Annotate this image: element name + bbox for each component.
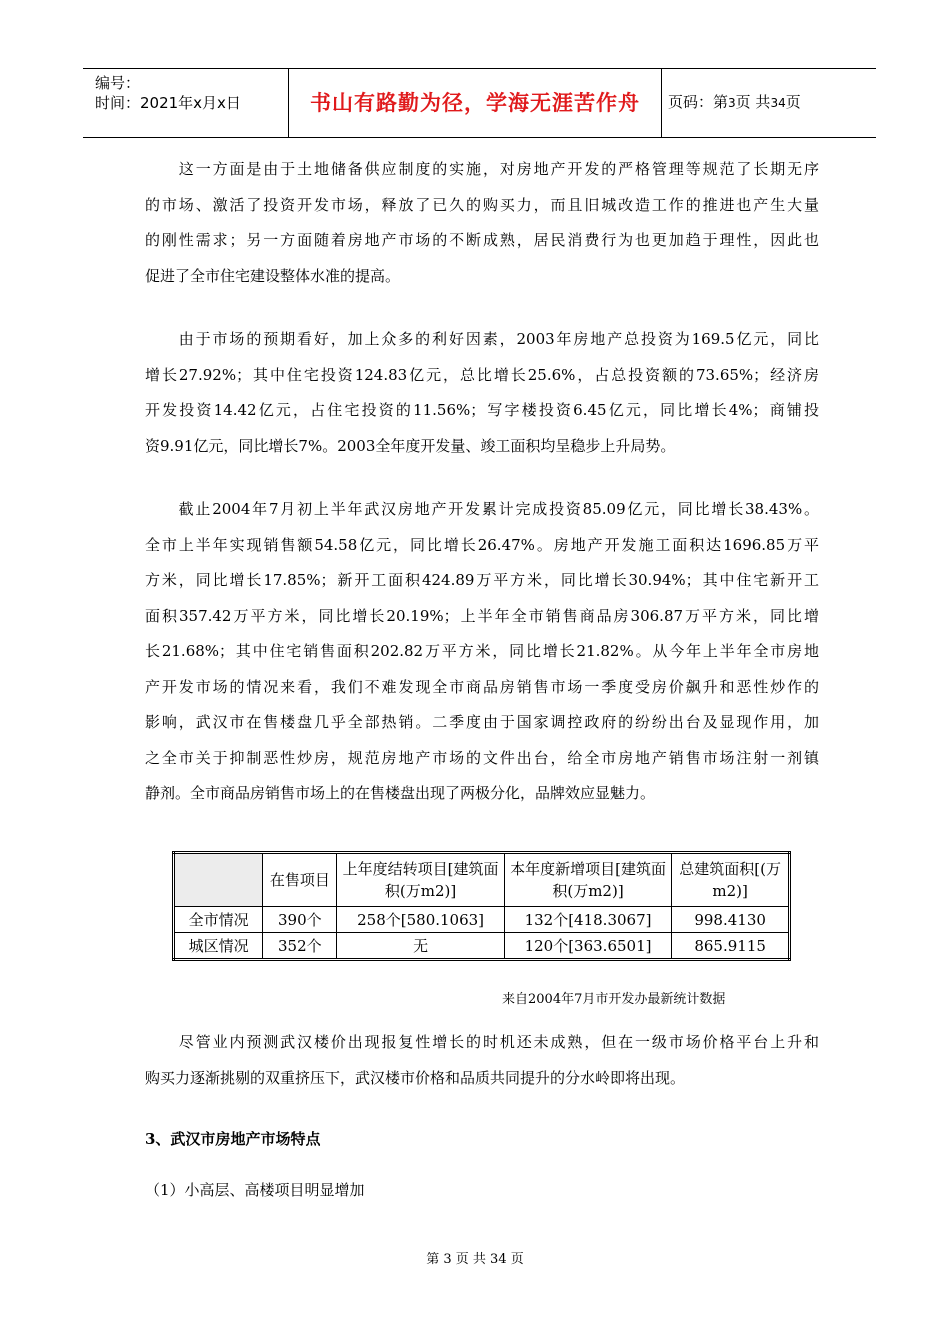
table-header-cell: 本年度新增项目[建筑面积(万m2)] bbox=[504, 853, 671, 907]
paragraph-line: 增长27.92%；其中住宅投资124.83亿元，总比增长25.6%，占总投资额的73.65%；经济房 bbox=[145, 365, 819, 384]
paragraph-line: 静剂。全市商品房销售市场上的在售楼盘出现了两极分化，品牌效应显魅力。 bbox=[145, 784, 656, 802]
table-cell: 998.4130 bbox=[672, 907, 790, 933]
table-cell: 865.9115 bbox=[672, 933, 790, 960]
page-footer: 第 3 页 共 34 页 bbox=[426, 1252, 524, 1267]
time-label: 时间：2021年x月x日 bbox=[95, 94, 241, 112]
table-row bbox=[174, 933, 790, 960]
paragraph-4 bbox=[145, 1025, 819, 1096]
table-header-row bbox=[174, 853, 790, 907]
section-heading: 3、武汉市房地产市场特点 bbox=[145, 1130, 321, 1148]
table-row bbox=[174, 907, 790, 933]
page-mid: 页 共 bbox=[735, 93, 771, 111]
page-suffix: 页 bbox=[785, 93, 801, 111]
paragraph-line: 开发投资14.42亿元，占住宅投资的11.56%；写字楼投资6.45亿元，同比增长4%；商铺投 bbox=[145, 401, 819, 419]
paragraph-line: 全市上半年实现销售额54.58亿元，同比增长26.47%。房地产开发施工面积达1696.85万平 bbox=[145, 535, 819, 554]
paragraph-line: 之全市关于抑制恶性炒房，规范房地产市场的文件出台，给全市房地产销售市场注射一剂镇 bbox=[145, 748, 819, 767]
table-header-cell: 上年度结转项目[建筑面积(万m2)] bbox=[337, 853, 504, 907]
subsection-title: （1）小高层、高楼项目明显增加 bbox=[145, 1181, 365, 1199]
table-header-cell: 在售项目 bbox=[263, 853, 337, 907]
page-total: 34 bbox=[770, 96, 786, 110]
paragraph-line: 这一方面是由于土地储备供应制度的实施，对房地产开发的严格管理等规范了长期无序 bbox=[145, 160, 819, 178]
paragraph-line: 长21.68%；其中住宅销售面积202.82万平方米，同比增长21.82%。从今年上半年全市房地 bbox=[145, 642, 819, 660]
paragraph-line: 的刚性需求；另一方面随着房地产市场的不断成熟，居民消费行为也更加趋于理性，因此也 bbox=[145, 231, 819, 249]
paragraph-line: 尽管业内预测武汉楼价出现报复性增长的时机还未成熟，但在一级市场价格平台上升和 bbox=[145, 1033, 819, 1051]
paragraph-1 bbox=[145, 152, 819, 294]
paragraph-line: 促进了全市住宅建设整体水准的提高。 bbox=[145, 266, 401, 285]
paragraph-line: 购买力逐渐挑剔的双重挤压下，武汉楼市价格和品质共同提升的分水岭即将出现。 bbox=[145, 1068, 686, 1087]
paragraph-line: 的市场、激活了投资开发市场，释放了已久的购买力，而且旧城改造工作的推进也产生大量 bbox=[145, 195, 819, 214]
paragraph-3 bbox=[145, 492, 819, 812]
paragraph-line: 方米，同比增长17.85%；新开工面积424.89万平方米，同比增长30.94%；其中住宅新开工 bbox=[145, 571, 819, 589]
table-cell: 390个 bbox=[263, 907, 337, 933]
paragraph-line: 由于市场的预期看好，加上众多的利好因素，2003年房地产总投资为169.5亿元，同比 bbox=[145, 330, 819, 348]
serial-label: 编号： bbox=[95, 74, 141, 92]
paragraph-line: 产开发市场的情况来看，我们不难发现全市商品房销售市场一季度受房价飙升和恶性炒作的 bbox=[145, 677, 819, 696]
table-cell: 352个 bbox=[263, 933, 337, 960]
table-header-cell bbox=[174, 853, 263, 907]
header-motto: 书山有路勤为径，学海无涯苦作舟 bbox=[310, 91, 640, 115]
table-cell: 120个[363.6501] bbox=[504, 933, 671, 960]
header-divider bbox=[661, 69, 662, 137]
paragraph-2 bbox=[145, 322, 819, 464]
table-cell: 城区情况 bbox=[174, 933, 263, 960]
table-cell: 132个[418.3067] bbox=[504, 907, 671, 933]
paragraph-line: 资9.91亿元，同比增长7%。2003全年度开发量、竣工面积均呈稳步上升局势。 bbox=[145, 436, 676, 455]
sales-stats-table bbox=[172, 851, 791, 961]
table-header-cell: 总建筑面积[(万m2)] bbox=[672, 853, 790, 907]
table-cell: 258个[580.1063] bbox=[337, 907, 504, 933]
page-prefix: 页码：第 bbox=[668, 93, 729, 111]
paragraph-line: 截止2004年7月初上半年武汉房地产开发累计完成投资85.09亿元，同比增长38.43%。 bbox=[145, 500, 819, 518]
table-cell: 全市情况 bbox=[174, 907, 263, 933]
page-header bbox=[83, 68, 876, 138]
table-cell: 无 bbox=[337, 933, 504, 960]
header-meta bbox=[95, 73, 285, 113]
header-page-info bbox=[668, 91, 801, 112]
paragraph-line: 面积357.42万平方米，同比增长20.19%；上半年全市销售商品房306.87万平方米，同比增 bbox=[145, 606, 819, 625]
page-current: 3 bbox=[728, 96, 736, 110]
table-source-note: 来自2004年7月市开发办最新统计数据 bbox=[502, 992, 726, 1007]
paragraph-line: 影响，武汉市在售楼盘几乎全部热销。二季度由于国家调控政府的纷纷出台及显现作用，加 bbox=[145, 713, 819, 731]
